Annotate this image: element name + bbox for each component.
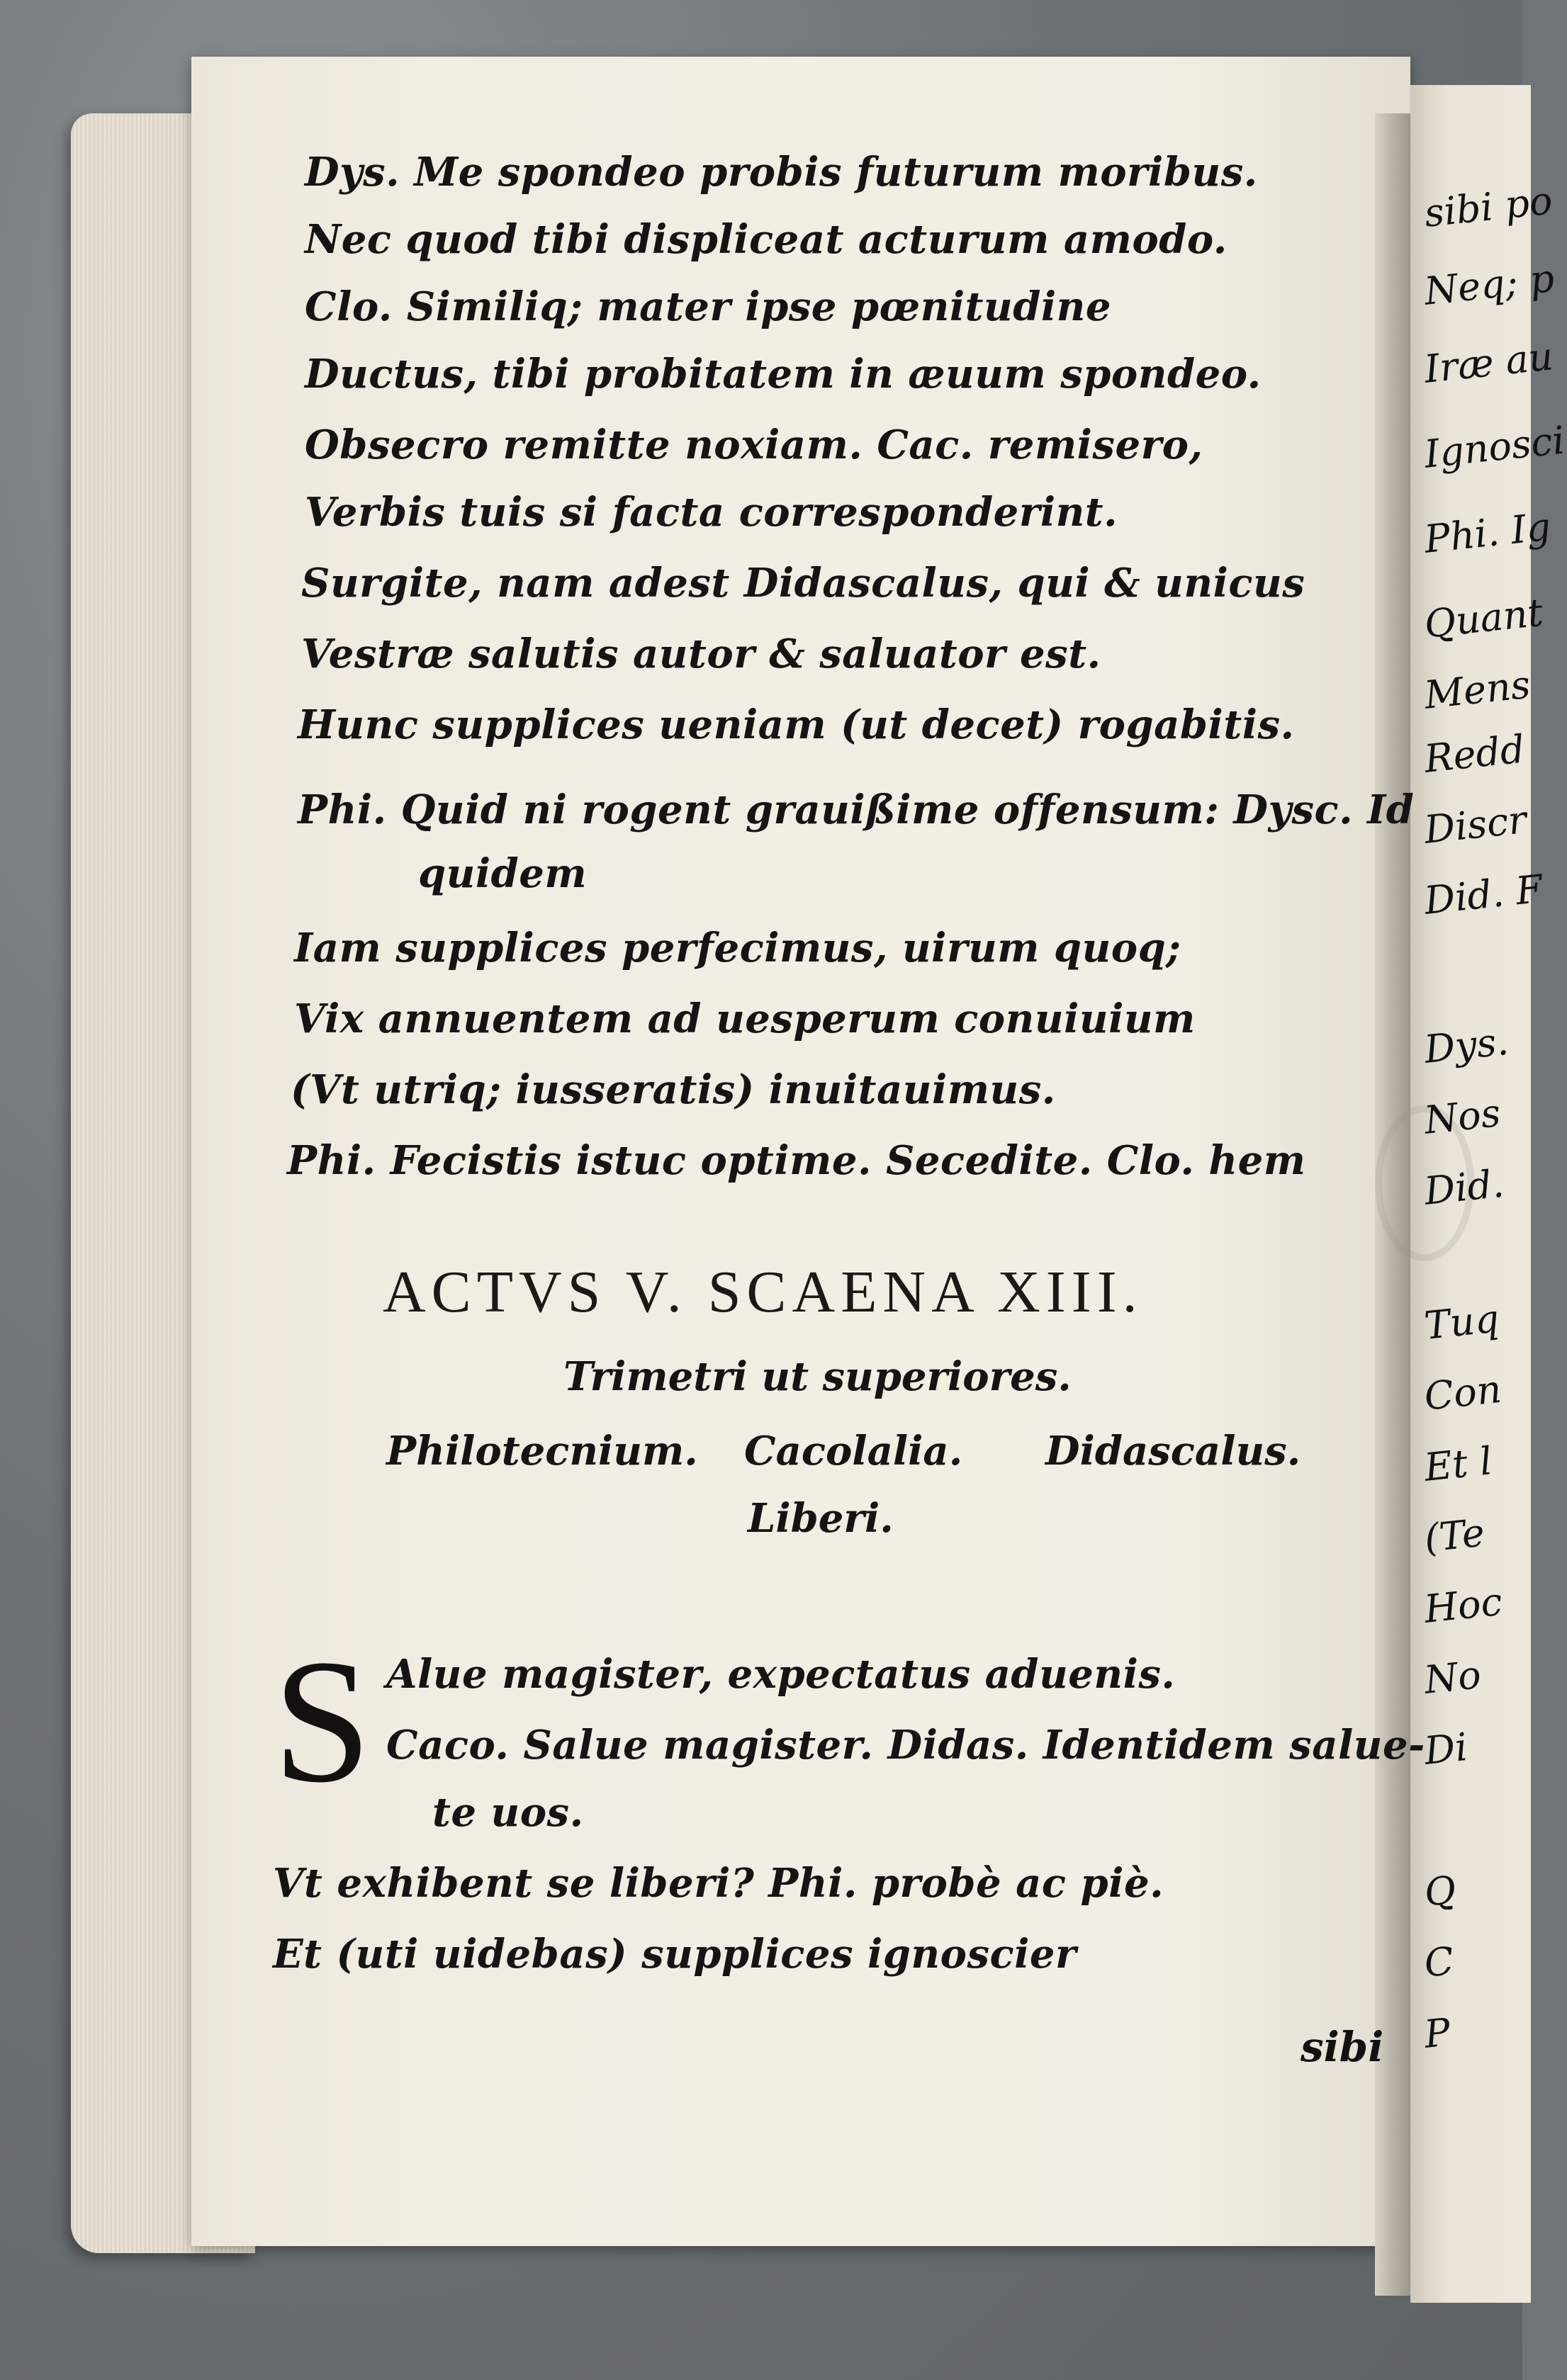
facing-fragment: Tuq bbox=[1422, 1296, 1502, 1348]
verse-line: Caco. Salue magister. Didas. Identidem salue- bbox=[386, 1722, 1425, 1769]
speaker-name: Didascalus. bbox=[1045, 1428, 1301, 1474]
facing-fragment: C bbox=[1422, 1938, 1456, 1986]
facing-fragment: Redd bbox=[1422, 726, 1527, 782]
verse-line: Phi. Quid ni rogent grauißime offensum: Dysc. Id bbox=[298, 786, 1415, 833]
verse-line: Clo. Similiq; mater ipse pœnitudine bbox=[305, 283, 1111, 330]
facing-fragment: Con bbox=[1422, 1366, 1504, 1419]
speaker-name: Liberi. bbox=[748, 1495, 894, 1542]
facing-fragment: Ignosci bbox=[1422, 417, 1567, 477]
facing-fragment: P bbox=[1422, 2009, 1453, 2057]
verse-line: Ductus, tibi probitatem in æuum spondeo. bbox=[305, 351, 1262, 397]
verse-line: quidem bbox=[418, 850, 588, 897]
facing-fragment: Dys. bbox=[1422, 1018, 1511, 1072]
facing-fragment: Neq; p bbox=[1422, 255, 1556, 314]
facing-fragment: Phi. Ig bbox=[1422, 504, 1553, 562]
scene-heading: ACTVS V. SCAENA XIII. bbox=[383, 1259, 1143, 1325]
verse-line: Vestræ salutis autor & saluator est. bbox=[301, 631, 1101, 677]
verse-line: Obsecro remitte noxiam. Cac. remisero, bbox=[305, 422, 1203, 468]
facing-fragment: sibi po bbox=[1422, 178, 1555, 236]
verse-line: Vt exhibent se liberi? Phi. probè ac piè. bbox=[273, 1860, 1164, 1907]
verse-line: Et (uti uidebas) supplices ignoscier bbox=[273, 1931, 1077, 1978]
facing-fragment: Did. bbox=[1422, 1161, 1506, 1214]
verse-line: Alue magister, expectatus aduenis. bbox=[386, 1651, 1176, 1698]
facing-fragment: Nos bbox=[1422, 1090, 1503, 1143]
facing-fragment: Did. F bbox=[1422, 866, 1545, 923]
speaker-name: Cacolalia. bbox=[744, 1428, 963, 1474]
verse-line: Phi. Fecistis istuc optime. Secedite. Clo. hem bbox=[287, 1137, 1306, 1184]
drop-cap: S bbox=[273, 1623, 372, 1820]
verse-line: (Vt utriq; iusseratis) inuitauimus. bbox=[291, 1066, 1056, 1113]
facing-fragment: Quant bbox=[1422, 590, 1546, 647]
verse-line: Vix annuentem ad uesperum conuiuium bbox=[294, 996, 1196, 1042]
facing-fragment: Iræ au bbox=[1422, 334, 1556, 392]
verse-line: Surgite, nam adest Didascalus, qui & unicus bbox=[301, 560, 1305, 607]
facing-fragment: Discr bbox=[1422, 797, 1529, 852]
facing-fragment: (Te bbox=[1422, 1510, 1487, 1561]
verse-line: Dys. Me spondeo probis futurum moribus. bbox=[305, 149, 1258, 196]
verse-line: Verbis tuis si facta corresponderint. bbox=[305, 489, 1118, 536]
verse-line: Iam supplices perfecimus, uirum quoq; bbox=[294, 925, 1181, 971]
speaker-name: Philotecnium. bbox=[386, 1428, 698, 1474]
facing-fragment: Q bbox=[1422, 1867, 1459, 1915]
facing-fragment: No bbox=[1422, 1652, 1483, 1703]
facing-fragment: Mens bbox=[1422, 662, 1533, 718]
facing-fragment: Di bbox=[1422, 1724, 1470, 1773]
facing-fragment: Et l bbox=[1422, 1438, 1495, 1490]
verse-line: Hunc supplices ueniam (ut decet) rogabitis. bbox=[298, 701, 1295, 748]
verse-line: Nec quod tibi displiceat acturum amodo. bbox=[305, 216, 1228, 263]
verse-line: te uos. bbox=[432, 1789, 584, 1836]
facing-fragment: Hoc bbox=[1422, 1579, 1505, 1632]
catchword: sibi bbox=[1301, 2023, 1384, 2071]
meter-note: Trimetri ut superiores. bbox=[563, 1353, 1072, 1400]
